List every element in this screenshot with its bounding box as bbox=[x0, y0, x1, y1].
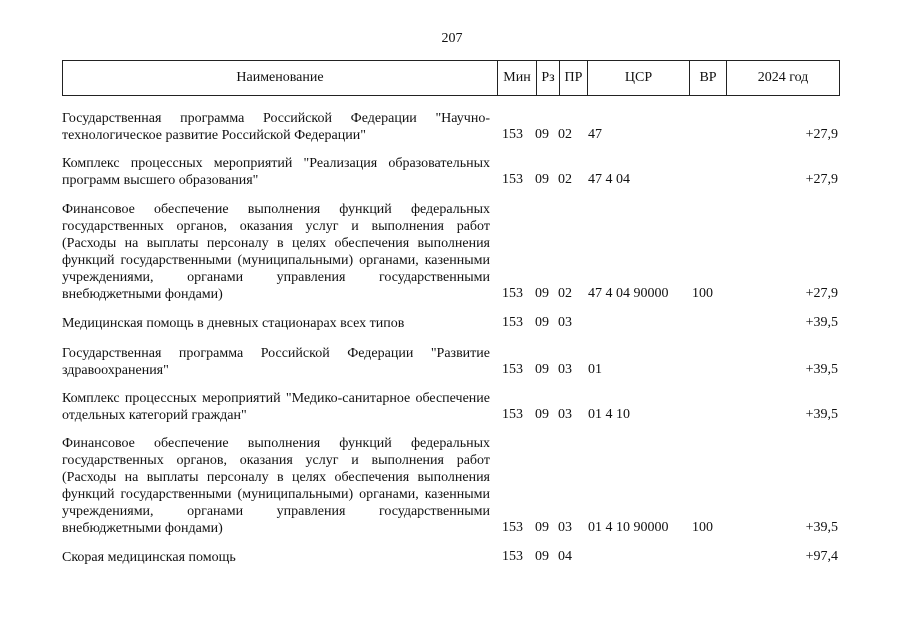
row-name: Государственная программа Российской Федерации "Научно-технологическое развитие Российской Федерации" bbox=[62, 111, 490, 143]
row-amount: +97,4 bbox=[805, 549, 838, 564]
row-rz: 09 bbox=[535, 315, 549, 330]
row-csr: 47 4 04 bbox=[588, 172, 630, 187]
row-amount: +39,5 bbox=[805, 315, 838, 330]
row-name: Финансовое обеспечение выполнения функций федеральных государственных органов, оказания услуг и выполнения работ (Расходы на выплаты персоналу в целях обеспечения выполнения функций государственными (муниципальными) органами, казенными учреждениями, органами управления государственными внебюджетными фондами) bbox=[62, 436, 490, 536]
row-name: Государственная программа Российской Федерации "Развитие здравоохранения" bbox=[62, 346, 490, 378]
row-vr: 100 bbox=[692, 286, 713, 301]
row-pr: 02 bbox=[558, 127, 572, 142]
row-amount: +39,5 bbox=[805, 362, 838, 377]
table-row bbox=[0, 155, 904, 189]
row-amount: +39,5 bbox=[805, 520, 838, 535]
row-min: 153 bbox=[502, 172, 523, 187]
row-amount: +27,9 bbox=[805, 286, 838, 301]
row-min: 153 bbox=[502, 315, 523, 330]
row-amount: +27,9 bbox=[805, 127, 838, 142]
row-csr: 47 4 04 90000 bbox=[588, 286, 669, 301]
row-pr: 02 bbox=[558, 286, 572, 301]
table-row bbox=[0, 549, 904, 566]
table-row bbox=[0, 390, 904, 424]
row-name: Скорая медицинская помощь bbox=[62, 550, 236, 565]
header-csr: ЦСР bbox=[587, 61, 689, 95]
row-min: 153 bbox=[502, 549, 523, 564]
header-vr: ВР bbox=[689, 61, 726, 95]
row-pr: 03 bbox=[558, 407, 572, 422]
row-rz: 09 bbox=[535, 172, 549, 187]
row-name: Комплекс процессных мероприятий "Медико-санитарное обеспечение отдельных категорий граждан" bbox=[62, 391, 490, 423]
row-rz: 09 bbox=[535, 362, 549, 377]
row-rz: 09 bbox=[535, 549, 549, 564]
row-pr: 02 bbox=[558, 172, 572, 187]
row-rz: 09 bbox=[535, 127, 549, 142]
table-row bbox=[0, 435, 904, 537]
row-pr: 03 bbox=[558, 362, 572, 377]
row-amount: +39,5 bbox=[805, 407, 838, 422]
row-rz: 09 bbox=[535, 520, 549, 535]
header-name: Наименование bbox=[236, 70, 324, 85]
row-csr: 01 4 10 90000 bbox=[588, 520, 669, 535]
row-min: 153 bbox=[502, 127, 523, 142]
table-row bbox=[0, 110, 904, 144]
table-row bbox=[0, 345, 904, 379]
row-csr: 01 4 10 bbox=[588, 407, 630, 422]
row-pr: 03 bbox=[558, 520, 572, 535]
table-row bbox=[0, 201, 904, 303]
row-rz: 09 bbox=[535, 286, 549, 301]
header-min: Мин bbox=[497, 61, 536, 95]
row-rz: 09 bbox=[535, 407, 549, 422]
row-min: 153 bbox=[502, 520, 523, 535]
row-pr: 04 bbox=[558, 549, 572, 564]
row-csr: 01 bbox=[588, 362, 602, 377]
header-year: 2024 год bbox=[726, 61, 839, 95]
row-min: 153 bbox=[502, 362, 523, 377]
row-name: Финансовое обеспечение выполнения функций федеральных государственных органов, оказания услуг и выполнения работ (Расходы на выплаты персоналу в целях обеспечения выполнения функций государственными (муниципальными) органами, казенными учреждениями, органами управления государственными внебюджетными фондами) bbox=[62, 202, 490, 302]
header-pr: ПР bbox=[559, 61, 587, 95]
table-header bbox=[62, 60, 840, 96]
row-min: 153 bbox=[502, 286, 523, 301]
row-min: 153 bbox=[502, 407, 523, 422]
header-rz: Рз bbox=[536, 61, 559, 95]
row-name: Медицинская помощь в дневных стационарах всех типов bbox=[62, 316, 405, 331]
row-pr: 03 bbox=[558, 315, 572, 330]
row-vr: 100 bbox=[692, 520, 713, 535]
table-row bbox=[0, 315, 904, 332]
page-number: 207 bbox=[441, 31, 463, 46]
row-amount: +27,9 bbox=[805, 172, 838, 187]
row-csr: 47 bbox=[588, 127, 602, 142]
row-name: Комплекс процессных мероприятий "Реализация образовательных программ высшего образования" bbox=[62, 156, 490, 188]
